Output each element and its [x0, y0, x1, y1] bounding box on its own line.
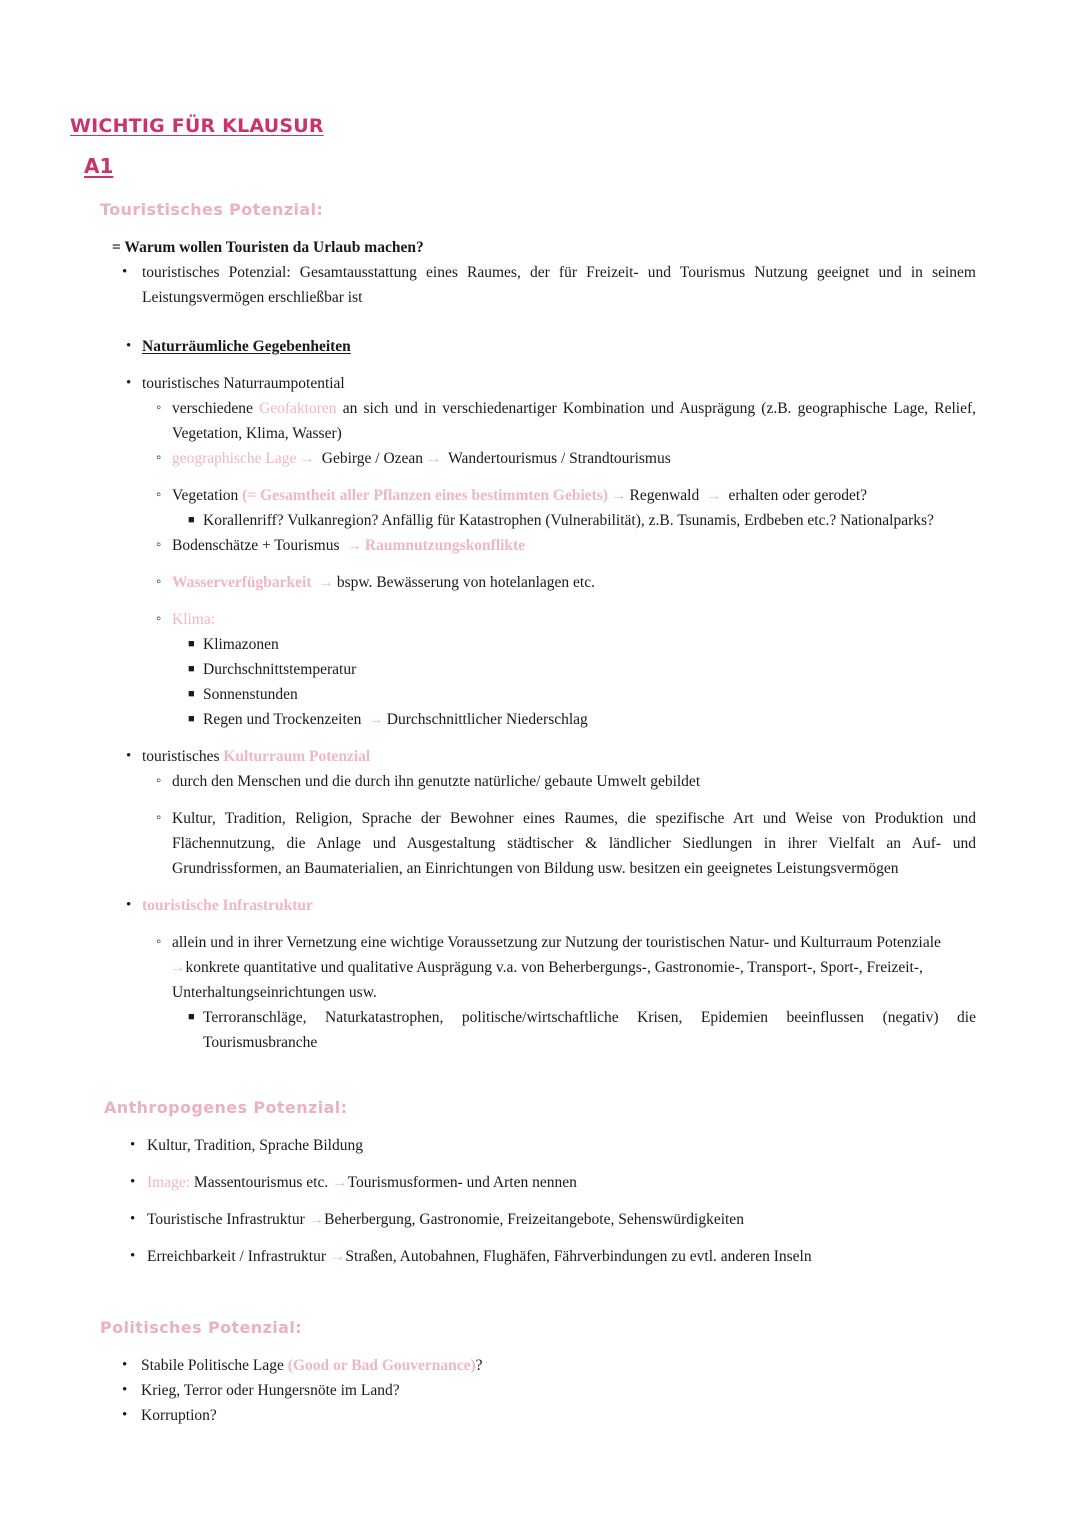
bullet-square: ■	[188, 713, 195, 725]
naturraum-heading: Naturräumliche Gegebenheiten	[142, 338, 351, 355]
klima-item: Durchschnittstemperatur	[203, 661, 357, 678]
erreichbarkeit-item: Erreichbarkeit / Infrastruktur →Straßen, Autobahnen, Flughäfen, Fährverbindungen zu evtl. anderen Inseln	[147, 1248, 812, 1265]
image-item: Image: Massentourismus etc. →Tourismusformen- und Arten nennen	[147, 1174, 577, 1191]
wasserverfuegbarkeit-item: Wasserverfügbarkeit → bspw. Bewässerung von hotelanlagen etc.	[172, 574, 595, 591]
bullet-square: ■	[188, 663, 195, 675]
politisch-item: Krieg, Terror oder Hungersnöte im Land?	[141, 1382, 400, 1399]
bullet-dot: •	[130, 1211, 136, 1227]
terror-item: Terroranschläge, Naturkatastrophen, politische/wirtschaftliche Krisen, Epidemien beeinflussen (negativ) die Tourismusbranche	[203, 1009, 976, 1051]
klima-heading: Klima:	[172, 611, 216, 628]
touristische-infrastruktur-item: Touristische Infrastruktur →Beherbergung, Gastronomie, Freizeitangebote, Sehenswürdigkeiten	[147, 1211, 744, 1228]
bullet-dot: •	[130, 1137, 136, 1153]
bullet-dot: •	[126, 338, 132, 354]
bullet-circle: ◦	[156, 611, 162, 627]
page-title: WICHTIG FÜR KLAUSUR	[70, 115, 324, 137]
bullet-dot: •	[130, 1174, 136, 1190]
bullet-circle: ◦	[156, 574, 162, 590]
bullet-dot: •	[122, 1407, 128, 1423]
regenzeiten-item: Regen und Trockenzeiten → Durchschnittlicher Niederschlag	[203, 711, 588, 728]
korallenriff-item: Korallenriff? Vulkanregion? Anfällig für Katastrophen (Vulnerabilität), z.B. Tsunamis, Erdbeben etc.? Nationalparks?	[203, 512, 934, 529]
bullet-dot: •	[126, 897, 132, 913]
geofaktoren-line-2: Vegetation, Klima, Wasser)	[172, 425, 342, 442]
infrastruktur-item: touristische Infrastruktur	[142, 897, 313, 914]
bullet-square: ■	[188, 514, 195, 526]
geographische-lage-item: geographische Lage → Gebirge / Ozean → Wandertourismus / Strandtourismus	[172, 450, 671, 467]
definition-line-2: Leistungsvermögen erschließbar ist	[142, 289, 363, 306]
bullet-square: ■	[188, 1011, 195, 1023]
kulturraum-item: touristisches Kulturraum Potenzial	[142, 748, 371, 765]
bullet-square: ■	[188, 638, 195, 650]
politisch-item: Stabile Politische Lage (Good or Bad Gouvernance)?	[141, 1357, 483, 1374]
section-heading-politisches-potenzial: Politisches Potenzial:	[100, 1318, 303, 1337]
klima-item: Klimazonen	[203, 636, 279, 653]
infrastruktur-detail-2: →konkrete quantitative und qualitative Ausprägung v.a. von Beherbergungs-, Gastronomie-, Transport-, Sport-, Freizeit-,	[170, 959, 923, 976]
kulturraum-detail-2: Kultur, Tradition, Religion, Sprache der Bewohner eines Raumes, die spezifische Art und Weise von Produktion und Flächennutzung, die Anlage und Ausgestaltung städtischer & ländlicher Siedlungen in ihrer Vielfalt an Auf- und Grundrissformen, an Baumaterialien, an Einrichtungen von Bildung usw. besitzen ein geeignetes Leistungsvermögen	[172, 810, 976, 877]
bullet-circle: ◦	[156, 400, 162, 416]
bullet-dot: •	[130, 1248, 136, 1264]
definition-line-1: touristisches Potenzial: Gesamtausstattung eines Raumes, der für Freizeit- und Tourismus Nutzung geeignet und in seinem	[142, 264, 976, 281]
politisch-item: Korruption?	[141, 1407, 217, 1424]
bullet-dot: •	[122, 1357, 128, 1373]
bullet-dot: •	[122, 1382, 128, 1398]
bullet-circle: ◦	[156, 934, 162, 950]
section-heading-touristisches-potenzial: Touristisches Potenzial:	[100, 200, 324, 219]
vegetation-item: Vegetation (= Gesamtheit aller Pflanzen eines bestimmten Gebiets) → Regenwald → erhalten oder gerodet?	[172, 487, 868, 504]
infrastruktur-detail-3: Unterhaltungseinrichtungen usw.	[172, 984, 377, 1001]
question-line: = Warum wollen Touristen da Urlaub machen?	[112, 239, 424, 256]
kulturraum-detail-1: durch den Menschen und die durch ihn genutzte natürliche/ gebaute Umwelt gebildet	[172, 773, 701, 790]
page-subtitle: A1	[84, 154, 114, 178]
anthropogen-item: Kultur, Tradition, Sprache Bildung	[147, 1137, 363, 1154]
geofaktoren-line-1: verschiedene Geofaktoren an sich und in verschiedenartiger Kombination und Ausprägung (z.B. geographische Lage, Relief,	[172, 400, 976, 417]
section-heading-anthropogenes-potenzial: Anthropogenes Potenzial:	[104, 1098, 348, 1117]
bodenschaetze-item: Bodenschätze + Tourismus → Raumnutzungskonflikte	[172, 537, 526, 554]
bullet-circle: ◦	[156, 450, 162, 466]
klima-item: Sonnenstunden	[203, 686, 298, 703]
bullet-circle: ◦	[156, 810, 162, 826]
bullet-dot: •	[126, 375, 132, 391]
bullet-dot: •	[126, 748, 132, 764]
bullet-circle: ◦	[156, 487, 162, 503]
infrastruktur-detail-1: allein und in ihrer Vernetzung eine wichtige Voraussetzung zur Nutzung der touristischen Natur- und Kulturraum Potenziale	[172, 934, 941, 951]
bullet-square: ■	[188, 688, 195, 700]
bullet-circle: ◦	[156, 537, 162, 553]
bullet-circle: ◦	[156, 773, 162, 789]
bullet-dot: •	[122, 264, 128, 280]
naturraumpotential-item: touristisches Naturraumpotential	[142, 375, 345, 392]
